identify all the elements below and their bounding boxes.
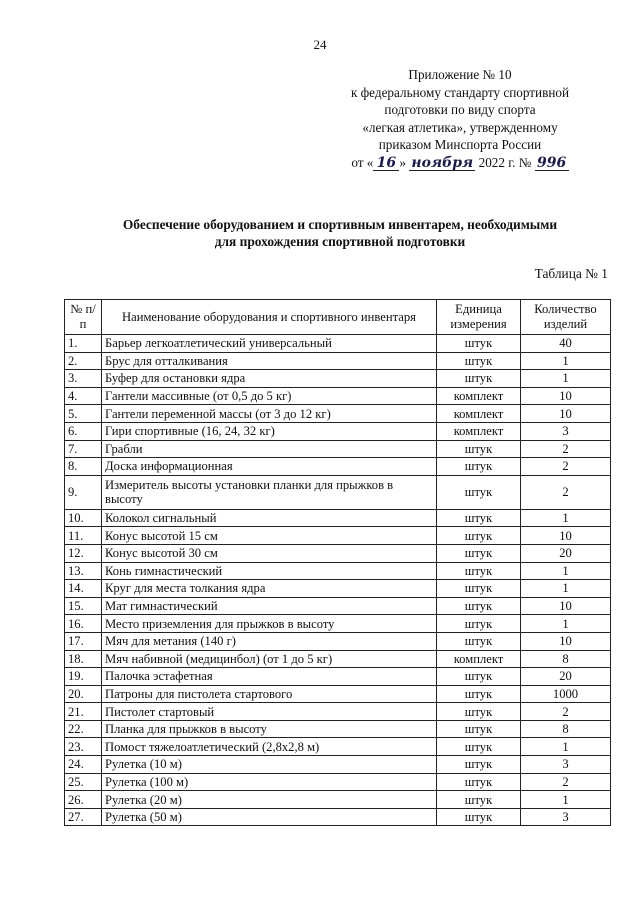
table-row — [65, 387, 611, 405]
cell-unit: штук — [437, 527, 521, 545]
table-row — [65, 370, 611, 388]
cell-num: 2. — [65, 352, 102, 370]
cell-unit: штук — [437, 475, 521, 509]
table-header-row — [65, 300, 611, 335]
cell-num: 14. — [65, 580, 102, 598]
cell-unit: штук — [437, 632, 521, 650]
cell-name: Рулетка (10 м) — [102, 756, 437, 774]
cell-num: 13. — [65, 562, 102, 580]
cell-name: Планка для прыжков в высоту — [102, 720, 437, 738]
cell-name: Помост тяжелоатлетический (2,8x2,8 м) — [102, 738, 437, 756]
cell-unit: комплект — [437, 387, 521, 405]
cell-num: 21. — [65, 703, 102, 721]
cell-name: Конь гимнастический — [102, 562, 437, 580]
cell-unit: штук — [437, 773, 521, 791]
table-row — [65, 405, 611, 423]
table-row — [65, 597, 611, 615]
cell-num: 18. — [65, 650, 102, 668]
cell-num: 19. — [65, 668, 102, 686]
cell-num: 5. — [65, 405, 102, 423]
cell-num: 9. — [65, 475, 102, 509]
cell-num: 4. — [65, 387, 102, 405]
cell-name: Гантели массивные (от 0,5 до 5 кг) — [102, 387, 437, 405]
header-name: Наименование оборудования и спортивного инвентаря — [102, 300, 437, 335]
cell-num: 7. — [65, 440, 102, 458]
table-row — [65, 773, 611, 791]
table-row — [65, 527, 611, 545]
cell-name: Пистолет стартовый — [102, 703, 437, 721]
cell-unit: штук — [437, 509, 521, 527]
cell-unit: штук — [437, 440, 521, 458]
cell-name: Гантели переменной массы (от 3 до 12 кг) — [102, 405, 437, 423]
cell-qty: 1 — [521, 352, 611, 370]
table-row — [65, 475, 611, 509]
cell-name: Доска информационная — [102, 458, 437, 476]
table-row — [65, 791, 611, 809]
cell-unit: штук — [437, 738, 521, 756]
cell-num: 16. — [65, 615, 102, 633]
cell-qty: 2 — [521, 703, 611, 721]
cell-qty: 10 — [521, 632, 611, 650]
cell-unit: штук — [437, 808, 521, 826]
cell-unit: штук — [437, 335, 521, 353]
cell-name: Рулетка (100 м) — [102, 773, 437, 791]
cell-num: 6. — [65, 422, 102, 440]
order-year: 2022 г. № — [478, 154, 532, 170]
cell-num: 27. — [65, 808, 102, 826]
table-body — [65, 335, 611, 826]
order-prefix: от « — [351, 154, 374, 170]
cell-qty: 10 — [521, 527, 611, 545]
appendix-title: Приложение № 10 — [408, 67, 512, 82]
cell-name: Конус высотой 15 см — [102, 527, 437, 545]
cell-name: Мат гимнастический — [102, 597, 437, 615]
cell-num: 23. — [65, 738, 102, 756]
order-number-handwritten: 996 — [535, 156, 569, 171]
cell-qty: 3 — [521, 422, 611, 440]
cell-num: 17. — [65, 632, 102, 650]
table-row — [65, 544, 611, 562]
cell-num: 22. — [65, 720, 102, 738]
header-num: № п/п — [65, 300, 102, 335]
cell-num: 15. — [65, 597, 102, 615]
cell-qty: 2 — [521, 773, 611, 791]
cell-unit: штук — [437, 544, 521, 562]
cell-unit: штук — [437, 352, 521, 370]
cell-num: 10. — [65, 509, 102, 527]
table-row — [65, 458, 611, 476]
cell-name: Измеритель высоты установки планки для прыжков в высоту — [102, 475, 437, 509]
order-day-handwritten: 16 — [373, 156, 399, 171]
cell-qty: 10 — [521, 387, 611, 405]
cell-unit: комплект — [437, 405, 521, 423]
cell-qty: 1 — [521, 562, 611, 580]
cell-unit: штук — [437, 668, 521, 686]
cell-unit: штук — [437, 720, 521, 738]
cell-unit: штук — [437, 597, 521, 615]
cell-num: 12. — [65, 544, 102, 562]
cell-num: 3. — [65, 370, 102, 388]
cell-num: 24. — [65, 756, 102, 774]
cell-name: Патроны для пистолета стартового — [102, 685, 437, 703]
cell-qty: 1 — [521, 509, 611, 527]
cell-qty: 3 — [521, 756, 611, 774]
cell-qty: 3 — [521, 808, 611, 826]
table-label: Таблица № 1 — [534, 266, 608, 281]
header-qty: Количество изделий — [521, 300, 611, 335]
cell-name: Рулетка (20 м) — [102, 791, 437, 809]
order-month-handwritten: ноября — [409, 156, 475, 171]
cell-num: 26. — [65, 791, 102, 809]
cell-name: Колокол сигнальный — [102, 509, 437, 527]
page-number: 24 — [313, 37, 327, 52]
table-row — [65, 562, 611, 580]
cell-name: Рулетка (50 м) — [102, 808, 437, 826]
table-row — [65, 756, 611, 774]
cell-num: 1. — [65, 335, 102, 353]
cell-qty: 20 — [521, 544, 611, 562]
cell-unit: штук — [437, 615, 521, 633]
table-row — [65, 632, 611, 650]
cell-qty: 20 — [521, 668, 611, 686]
table-row — [65, 685, 611, 703]
cell-name: Конус высотой 30 см — [102, 544, 437, 562]
cell-name: Палочка эстафетная — [102, 668, 437, 686]
cell-qty: 8 — [521, 720, 611, 738]
cell-name: Грабли — [102, 440, 437, 458]
cell-num: 25. — [65, 773, 102, 791]
table-row — [65, 615, 611, 633]
appendix-line: подготовки по виду спорта — [384, 102, 536, 117]
table-row — [65, 440, 611, 458]
cell-qty: 2 — [521, 475, 611, 509]
cell-qty: 40 — [521, 335, 611, 353]
cell-num: 20. — [65, 685, 102, 703]
cell-qty: 2 — [521, 458, 611, 476]
table-row — [65, 650, 611, 668]
appendix-header — [330, 66, 590, 171]
cell-num: 8. — [65, 458, 102, 476]
table-row — [65, 422, 611, 440]
cell-qty: 1 — [521, 370, 611, 388]
cell-unit: штук — [437, 756, 521, 774]
header-unit: Единица измерения — [437, 300, 521, 335]
order-line — [330, 154, 590, 172]
cell-name: Мяч набивной (медицинбол) (от 1 до 5 кг) — [102, 650, 437, 668]
cell-name: Барьер легкоатлетический универсальный — [102, 335, 437, 353]
cell-unit: штук — [437, 458, 521, 476]
document-title-line: для прохождения спортивной подготовки — [214, 234, 466, 249]
cell-qty: 1 — [521, 791, 611, 809]
appendix-line: приказом Минспорта России — [378, 137, 542, 152]
cell-unit: комплект — [437, 650, 521, 668]
equipment-table — [64, 299, 611, 826]
cell-qty: 1 — [521, 738, 611, 756]
cell-num: 11. — [65, 527, 102, 545]
table-row — [65, 703, 611, 721]
table-row — [65, 668, 611, 686]
table-row — [65, 509, 611, 527]
cell-qty: 1 — [521, 580, 611, 598]
table-row — [65, 808, 611, 826]
cell-name: Мяч для метания (140 г) — [102, 632, 437, 650]
document-title-line: Обеспечение оборудованием и спортивным инвентарем, необходимыми — [122, 217, 558, 232]
table-row — [65, 352, 611, 370]
cell-qty: 10 — [521, 405, 611, 423]
table-row — [65, 720, 611, 738]
appendix-line: «легкая атлетика», утвержденному — [362, 119, 558, 135]
document-title — [60, 216, 620, 250]
table-row — [65, 738, 611, 756]
table-row — [65, 580, 611, 598]
cell-name: Гири спортивные (16, 24, 32 кг) — [102, 422, 437, 440]
cell-unit: штук — [437, 703, 521, 721]
cell-unit: штук — [437, 562, 521, 580]
cell-unit: комплект — [437, 422, 521, 440]
cell-name: Брус для отталкивания — [102, 352, 437, 370]
cell-unit: штук — [437, 370, 521, 388]
cell-name: Круг для места толкания ядра — [102, 580, 437, 598]
cell-name: Буфер для остановки ядра — [102, 370, 437, 388]
appendix-line: к федеральному стандарту спортивной — [350, 84, 570, 100]
cell-qty: 1 — [521, 615, 611, 633]
cell-name: Место приземления для прыжков в высоту — [102, 615, 437, 633]
cell-unit: штук — [437, 580, 521, 598]
cell-unit: штук — [437, 685, 521, 703]
cell-unit: штук — [437, 791, 521, 809]
table-row — [65, 335, 611, 353]
cell-qty: 10 — [521, 597, 611, 615]
cell-qty: 1000 — [521, 685, 611, 703]
cell-qty: 8 — [521, 650, 611, 668]
cell-qty: 2 — [521, 440, 611, 458]
order-quote-close: » — [399, 154, 406, 170]
